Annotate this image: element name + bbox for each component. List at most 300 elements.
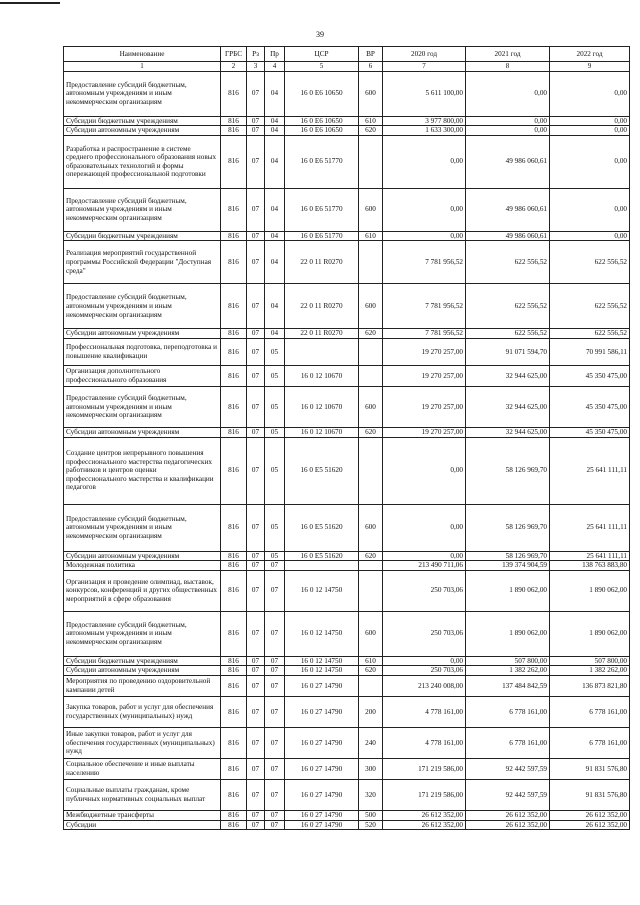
row-rz: 07 — [247, 551, 265, 561]
header-pr: Пр — [265, 47, 285, 62]
table-row — [64, 241, 630, 284]
row-vr — [359, 241, 383, 284]
row-vr — [359, 437, 383, 504]
table-row — [64, 126, 630, 136]
row-name: Субсидии автономным учреждениям — [64, 427, 221, 437]
row-2022: 25 641 111,11 — [550, 504, 630, 551]
row-csr: 16 0 E5 51620 — [285, 437, 359, 504]
page-number: 39 — [316, 30, 324, 39]
row-2021: 0,00 — [466, 71, 550, 116]
row-rz: 07 — [247, 71, 265, 116]
row-2022: 45 350 475,00 — [550, 386, 630, 427]
row-2020: 4 778 161,00 — [383, 696, 466, 727]
row-pr: 07 — [265, 675, 285, 696]
row-vr: 320 — [359, 779, 383, 810]
row-rz: 07 — [247, 329, 265, 339]
row-vr: 600 — [359, 71, 383, 116]
row-grbs: 816 — [221, 135, 247, 188]
table-row — [64, 696, 630, 727]
row-grbs: 816 — [221, 427, 247, 437]
row-2022: 1 890 062,00 — [550, 570, 630, 611]
row-2021: 92 442 597,59 — [466, 758, 550, 779]
row-vr: 620 — [359, 666, 383, 676]
column-number: 7 — [383, 62, 466, 72]
row-name: Межбюджетные трансферты — [64, 810, 221, 820]
row-rz: 07 — [247, 284, 265, 329]
row-2020: 26 612 352,00 — [383, 810, 466, 820]
row-pr: 05 — [265, 504, 285, 551]
row-rz: 07 — [247, 231, 265, 241]
row-rz: 07 — [247, 611, 265, 656]
row-csr: 16 0 12 10670 — [285, 386, 359, 427]
table-row — [64, 437, 630, 504]
row-grbs: 816 — [221, 696, 247, 727]
row-2020: 213 490 711,06 — [383, 561, 466, 571]
row-name: Молодежная политика — [64, 561, 221, 571]
row-2022: 25 641 111,11 — [550, 551, 630, 561]
row-2021: 507 800,00 — [466, 656, 550, 666]
header-2021: 2021 год — [466, 47, 550, 62]
row-name: Профессиональная подготовка, переподготовка и повышение квалификации — [64, 338, 221, 365]
row-2020: 0,00 — [383, 135, 466, 188]
row-name: Субсидии автономным учреждениям — [64, 551, 221, 561]
row-vr: 200 — [359, 696, 383, 727]
row-2022: 0,00 — [550, 231, 630, 241]
row-2020: 1 633 300,00 — [383, 126, 466, 136]
row-2021: 0,00 — [466, 116, 550, 126]
row-rz: 07 — [247, 666, 265, 676]
budget-table — [63, 46, 630, 830]
row-name: Субсидии автономным учреждениям — [64, 329, 221, 339]
row-name: Мероприятия по проведению оздоровительной кампании детей — [64, 675, 221, 696]
row-vr: 610 — [359, 116, 383, 126]
row-grbs: 816 — [221, 758, 247, 779]
row-csr: 22 0 11 R0270 — [285, 241, 359, 284]
row-csr: 16 0 27 14790 — [285, 758, 359, 779]
row-name: Субсидии бюджетным учреждениям — [64, 656, 221, 666]
row-grbs: 816 — [221, 504, 247, 551]
row-grbs: 816 — [221, 437, 247, 504]
row-name: Организация дополнительного профессионального образования — [64, 365, 221, 386]
row-2022: 622 556,52 — [550, 241, 630, 284]
row-name: Предоставление субсидий бюджетным, автономным учреждениям и иным некоммерческим организациям — [64, 504, 221, 551]
row-vr: 600 — [359, 188, 383, 231]
row-2020: 7 781 956,52 — [383, 241, 466, 284]
row-2022: 507 800,00 — [550, 656, 630, 666]
header-row — [64, 47, 630, 62]
row-2020: 171 219 586,00 — [383, 779, 466, 810]
row-vr — [359, 365, 383, 386]
row-name: Социальные выплаты гражданам, кроме публичных нормативных социальных выплат — [64, 779, 221, 810]
row-pr: 04 — [265, 284, 285, 329]
row-pr: 05 — [265, 386, 285, 427]
table-row — [64, 71, 630, 116]
table-row — [64, 551, 630, 561]
row-2020: 0,00 — [383, 504, 466, 551]
row-2022: 91 831 576,80 — [550, 779, 630, 810]
row-csr: 16 0 E6 51770 — [285, 231, 359, 241]
row-rz: 07 — [247, 810, 265, 820]
row-2021: 1 890 062,00 — [466, 611, 550, 656]
row-csr: 22 0 11 R0270 — [285, 284, 359, 329]
row-2021: 1 890 062,00 — [466, 570, 550, 611]
row-grbs: 816 — [221, 675, 247, 696]
row-grbs: 816 — [221, 656, 247, 666]
row-grbs: 816 — [221, 365, 247, 386]
row-vr: 620 — [359, 551, 383, 561]
row-vr — [359, 561, 383, 571]
table-row — [64, 188, 630, 231]
row-rz: 07 — [247, 338, 265, 365]
row-2021: 0,00 — [466, 126, 550, 136]
row-2021: 49 986 060,61 — [466, 231, 550, 241]
row-name: Реализация мероприятий государственной программы Российской Федерации "Доступная среда" — [64, 241, 221, 284]
row-csr: 16 0 12 14750 — [285, 666, 359, 676]
table-row — [64, 779, 630, 810]
table-row — [64, 656, 630, 666]
row-csr: 16 0 12 14750 — [285, 570, 359, 611]
row-rz: 07 — [247, 570, 265, 611]
row-pr: 07 — [265, 727, 285, 758]
row-2022: 0,00 — [550, 71, 630, 116]
row-2022: 6 778 161,00 — [550, 727, 630, 758]
row-2021: 49 986 060,61 — [466, 135, 550, 188]
row-rz: 07 — [247, 241, 265, 284]
row-grbs: 816 — [221, 666, 247, 676]
row-2020: 0,00 — [383, 551, 466, 561]
header-csr: ЦСР — [285, 47, 359, 62]
row-2020: 26 612 352,00 — [383, 820, 466, 830]
table-row — [64, 386, 630, 427]
row-name: Предоставление субсидий бюджетным, автономным учреждениям и иным некоммерческим организациям — [64, 386, 221, 427]
row-vr — [359, 675, 383, 696]
row-name: Субсидии — [64, 820, 221, 830]
row-rz: 07 — [247, 758, 265, 779]
row-pr: 04 — [265, 231, 285, 241]
row-2021: 26 612 352,00 — [466, 810, 550, 820]
table-row — [64, 231, 630, 241]
row-rz: 07 — [247, 656, 265, 666]
row-2022: 91 831 576,80 — [550, 758, 630, 779]
table-row — [64, 135, 630, 188]
row-pr: 07 — [265, 561, 285, 571]
row-2020: 213 240 008,00 — [383, 675, 466, 696]
row-pr: 05 — [265, 365, 285, 386]
row-grbs: 816 — [221, 71, 247, 116]
row-rz: 07 — [247, 820, 265, 830]
row-csr: 16 0 12 10670 — [285, 365, 359, 386]
row-csr: 16 0 E6 10650 — [285, 71, 359, 116]
row-2020: 3 977 800,00 — [383, 116, 466, 126]
row-2020: 171 219 586,00 — [383, 758, 466, 779]
row-grbs: 816 — [221, 386, 247, 427]
row-grbs: 816 — [221, 551, 247, 561]
row-grbs: 816 — [221, 126, 247, 136]
table-body — [64, 71, 630, 830]
row-name: Предоставление субсидий бюджетным, автономным учреждениям и иным некоммерческим организациям — [64, 71, 221, 116]
table-row — [64, 611, 630, 656]
column-number: 9 — [550, 62, 630, 72]
row-2021: 49 986 060,61 — [466, 188, 550, 231]
column-number: 8 — [466, 62, 550, 72]
row-grbs: 816 — [221, 570, 247, 611]
row-2021: 91 071 594,70 — [466, 338, 550, 365]
row-csr: 16 0 27 14790 — [285, 727, 359, 758]
row-pr: 04 — [265, 329, 285, 339]
row-rz: 07 — [247, 779, 265, 810]
row-vr: 610 — [359, 656, 383, 666]
row-csr: 22 0 11 R0270 — [285, 329, 359, 339]
row-name: Субсидии бюджетным учреждениям — [64, 116, 221, 126]
row-name: Субсидии автономным учреждениям — [64, 666, 221, 676]
row-vr: 600 — [359, 611, 383, 656]
row-grbs: 816 — [221, 284, 247, 329]
row-pr: 07 — [265, 570, 285, 611]
row-csr — [285, 338, 359, 365]
row-2020: 19 270 257,00 — [383, 427, 466, 437]
row-grbs: 816 — [221, 338, 247, 365]
row-2020: 250 703,06 — [383, 666, 466, 676]
row-name: Субсидии автономным учреждениям — [64, 126, 221, 136]
row-vr: 240 — [359, 727, 383, 758]
row-2022: 622 556,52 — [550, 329, 630, 339]
row-grbs: 816 — [221, 561, 247, 571]
row-grbs: 816 — [221, 810, 247, 820]
table-row — [64, 365, 630, 386]
row-pr: 05 — [265, 551, 285, 561]
row-csr: 16 0 E6 10650 — [285, 126, 359, 136]
table-row — [64, 675, 630, 696]
table-row — [64, 666, 630, 676]
row-2020: 0,00 — [383, 231, 466, 241]
row-pr: 05 — [265, 427, 285, 437]
row-csr: 16 0 E6 51770 — [285, 135, 359, 188]
row-vr: 620 — [359, 126, 383, 136]
row-csr: 16 0 E5 51620 — [285, 504, 359, 551]
row-name: Предоставление субсидий бюджетным, автономным учреждениям и иным некоммерческим организациям — [64, 284, 221, 329]
row-vr — [359, 570, 383, 611]
row-name: Организация и проведение олимпиад, выставок, конкурсов, конференций и других общественных мероприятий в сфере образования — [64, 570, 221, 611]
row-grbs: 816 — [221, 820, 247, 830]
table-row — [64, 504, 630, 551]
row-name: Предоставление субсидий бюджетным, автономным учреждениям и иным некоммерческим организациям — [64, 611, 221, 656]
row-2022: 6 778 161,00 — [550, 696, 630, 727]
row-csr: 16 0 E6 51770 — [285, 188, 359, 231]
row-rz: 07 — [247, 561, 265, 571]
row-vr — [359, 135, 383, 188]
row-vr: 610 — [359, 231, 383, 241]
header-2020: 2020 год — [383, 47, 466, 62]
row-2021: 32 944 625,00 — [466, 427, 550, 437]
row-2021: 622 556,52 — [466, 241, 550, 284]
column-number: 5 — [285, 62, 359, 72]
table-row — [64, 820, 630, 830]
row-rz: 07 — [247, 437, 265, 504]
row-rz: 07 — [247, 365, 265, 386]
column-number: 2 — [221, 62, 247, 72]
row-vr: 600 — [359, 504, 383, 551]
row-vr: 600 — [359, 386, 383, 427]
row-csr — [285, 561, 359, 571]
table-row — [64, 810, 630, 820]
row-pr: 07 — [265, 696, 285, 727]
row-rz: 07 — [247, 696, 265, 727]
row-2022: 45 350 475,00 — [550, 427, 630, 437]
row-2021: 137 484 842,59 — [466, 675, 550, 696]
row-2021: 58 126 969,70 — [466, 551, 550, 561]
row-rz: 07 — [247, 126, 265, 136]
top-rule — [0, 2, 60, 4]
row-pr: 07 — [265, 820, 285, 830]
row-csr: 16 0 27 14790 — [285, 820, 359, 830]
row-2020: 19 270 257,00 — [383, 386, 466, 427]
row-name: Предоставление субсидий бюджетным, автономным учреждениям и иным некоммерческим организациям — [64, 188, 221, 231]
row-name: Создание центров непрерывного повышения профессионального мастерства педагогических работников и центров оценки профессионального мастерства и квалификации педагогов — [64, 437, 221, 504]
row-grbs: 816 — [221, 231, 247, 241]
row-2022: 0,00 — [550, 126, 630, 136]
row-pr: 07 — [265, 810, 285, 820]
row-2021: 92 442 597,59 — [466, 779, 550, 810]
row-2022: 1 890 062,00 — [550, 611, 630, 656]
row-2020: 4 778 161,00 — [383, 727, 466, 758]
row-2021: 58 126 969,70 — [466, 504, 550, 551]
column-number-row — [64, 62, 630, 72]
row-rz: 07 — [247, 427, 265, 437]
row-csr: 16 0 27 14790 — [285, 810, 359, 820]
row-rz: 07 — [247, 135, 265, 188]
row-2020: 0,00 — [383, 437, 466, 504]
row-name: Закупка товаров, работ и услуг для обеспечения государственных (муниципальных) нужд — [64, 696, 221, 727]
row-grbs: 816 — [221, 241, 247, 284]
row-pr: 07 — [265, 656, 285, 666]
row-name: Иные закупки товаров, работ и услуг для обеспечения государственных (муниципальных) нужд — [64, 727, 221, 758]
row-2020: 5 611 100,00 — [383, 71, 466, 116]
row-rz: 07 — [247, 727, 265, 758]
row-csr: 16 0 27 14790 — [285, 779, 359, 810]
table-row — [64, 561, 630, 571]
column-number: 1 — [64, 62, 221, 72]
row-2022: 70 991 586,11 — [550, 338, 630, 365]
header-name: Наименование — [64, 47, 221, 62]
row-2021: 32 944 625,00 — [466, 365, 550, 386]
row-csr: 16 0 27 14790 — [285, 696, 359, 727]
row-2021: 26 612 352,00 — [466, 820, 550, 830]
row-2022: 1 382 262,00 — [550, 666, 630, 676]
row-2020: 19 270 257,00 — [383, 338, 466, 365]
row-name: Субсидии бюджетным учреждениям — [64, 231, 221, 241]
row-2022: 138 763 883,80 — [550, 561, 630, 571]
row-rz: 07 — [247, 116, 265, 126]
row-rz: 07 — [247, 675, 265, 696]
row-pr: 04 — [265, 241, 285, 284]
row-2020: 0,00 — [383, 656, 466, 666]
table-row — [64, 758, 630, 779]
header-grbs: ГРБС — [221, 47, 247, 62]
row-pr: 05 — [265, 437, 285, 504]
row-grbs: 816 — [221, 116, 247, 126]
row-2020: 7 781 956,52 — [383, 329, 466, 339]
row-vr: 300 — [359, 758, 383, 779]
table-row — [64, 727, 630, 758]
row-grbs: 816 — [221, 611, 247, 656]
row-pr: 04 — [265, 71, 285, 116]
row-2021: 1 382 262,00 — [466, 666, 550, 676]
row-pr: 07 — [265, 779, 285, 810]
row-2021: 622 556,52 — [466, 329, 550, 339]
row-vr — [359, 338, 383, 365]
row-2020: 0,00 — [383, 188, 466, 231]
row-pr: 07 — [265, 666, 285, 676]
row-vr: 620 — [359, 427, 383, 437]
row-csr: 16 0 12 10670 — [285, 427, 359, 437]
row-grbs: 816 — [221, 329, 247, 339]
row-2020: 7 781 956,52 — [383, 284, 466, 329]
row-2020: 250 703,06 — [383, 570, 466, 611]
row-2022: 45 350 475,00 — [550, 365, 630, 386]
row-rz: 07 — [247, 188, 265, 231]
row-2022: 0,00 — [550, 135, 630, 188]
row-pr: 04 — [265, 135, 285, 188]
row-2022: 26 612 352,00 — [550, 810, 630, 820]
row-grbs: 816 — [221, 188, 247, 231]
row-2020: 19 270 257,00 — [383, 365, 466, 386]
row-csr: 16 0 E6 10650 — [285, 116, 359, 126]
column-number: 6 — [359, 62, 383, 72]
row-2021: 622 556,52 — [466, 284, 550, 329]
row-grbs: 816 — [221, 779, 247, 810]
row-2022: 0,00 — [550, 188, 630, 231]
row-pr: 04 — [265, 116, 285, 126]
table-row — [64, 284, 630, 329]
row-vr: 520 — [359, 820, 383, 830]
row-2021: 6 778 161,00 — [466, 727, 550, 758]
row-pr: 04 — [265, 126, 285, 136]
row-csr: 16 0 E5 51620 — [285, 551, 359, 561]
row-csr: 16 0 12 14750 — [285, 611, 359, 656]
row-csr: 16 0 12 14750 — [285, 656, 359, 666]
row-pr: 04 — [265, 188, 285, 231]
row-vr: 600 — [359, 284, 383, 329]
column-number: 3 — [247, 62, 265, 72]
row-pr: 07 — [265, 758, 285, 779]
row-2022: 26 612 352,00 — [550, 820, 630, 830]
row-2021: 6 778 161,00 — [466, 696, 550, 727]
column-number: 4 — [265, 62, 285, 72]
table-row — [64, 570, 630, 611]
header-vr: ВР — [359, 47, 383, 62]
row-name: Разработка и распространение в системе среднего профессионального образования новых образовательных технологий и формы опережающей профессиональной подготовки — [64, 135, 221, 188]
row-2022: 136 873 821,80 — [550, 675, 630, 696]
table-row — [64, 116, 630, 126]
table-row — [64, 338, 630, 365]
row-vr: 500 — [359, 810, 383, 820]
row-2020: 250 703,06 — [383, 611, 466, 656]
row-rz: 07 — [247, 386, 265, 427]
table-row — [64, 427, 630, 437]
row-2022: 25 641 111,11 — [550, 437, 630, 504]
row-csr: 16 0 27 14790 — [285, 675, 359, 696]
row-vr: 620 — [359, 329, 383, 339]
row-2021: 32 944 625,00 — [466, 386, 550, 427]
row-2021: 139 374 904,59 — [466, 561, 550, 571]
row-pr: 05 — [265, 338, 285, 365]
row-2022: 622 556,52 — [550, 284, 630, 329]
header-2022: 2022 год — [550, 47, 630, 62]
row-rz: 07 — [247, 504, 265, 551]
row-pr: 07 — [265, 611, 285, 656]
header-rz: Рз — [247, 47, 265, 62]
row-grbs: 816 — [221, 727, 247, 758]
